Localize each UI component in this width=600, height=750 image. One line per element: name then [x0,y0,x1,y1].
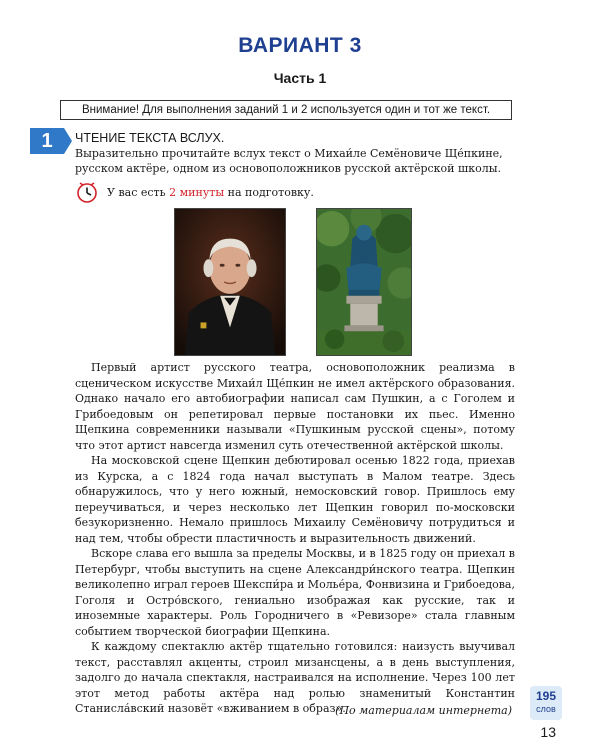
text-paragraph: К каждому спектаклю актёр тщательно готовился: наизусть выучивал текст, расставлял акценты, строил мизансцены, а в день выступления, задолго до начала спектакля, настраивался на исполнение. Через 100 лет этот метод работы актёра над ролью знаменитый Константин Станисла́вский назовёт «вживанием в образ». [75,640,515,715]
word-count-badge [530,686,562,720]
reading-text [75,360,515,717]
text-paragraph: На московской сцене Щепкин дебютировал осенью 1822 года, приехав из Курска, а с 1824 года начал выступать в Малом театре. Здесь обнаружилось, что у него южный, немосковский говор. Пришлось ему переучиваться, и через несколько лет Щепкин говорил по-московски безукоризненно. Немало пришлось Михаилу Семёновичу потрудиться и над тем, чтобы обрести пластичность и выразительность движений. [75,454,515,545]
portrait-photo [174,208,286,356]
word-count-number: 195 [535,689,557,703]
text-paragraph: Вскоре слава его вышла за пределы Москвы, и в 1825 году он приехал в Петербург, чтобы выступить на сцене Александри́нского театра. Щепкин великолепно играл героев Шекспи́ра и Молье́ра, Фонвизина и Грибоедова, Гоголя и Остро́вского, гениально изображая как русские, так и иноземные характеры. Роль Городничего в «Ревизоре» стала главным событием творческой биографии Щепкина. [75,547,515,638]
task-heading: ЧТЕНИЕ ТЕКСТА ВСЛУХ. [75,131,225,145]
prep-time-highlight: 2 минуты [169,186,225,199]
word-count-unit: слов [536,704,556,714]
page-number: 13 [540,724,556,740]
notice-box: Внимание! Для выполнения заданий 1 и 2 используется один и тот же текст. [60,100,512,120]
clock-icon [75,180,99,204]
monument-photo [316,208,412,356]
task-number-badge: 1 [30,128,64,154]
task-description: Выразительно прочитайте вслух текст о Михаи́ле Семёновиче Ще́пкине, русском актёре, одном из основоположников русской актёрской школы. [75,147,503,175]
preparation-time-text [107,186,314,199]
part-title: Часть 1 [273,70,327,86]
prep-text-before: У вас есть [107,186,170,199]
text-source: (По материалам интернета) [335,704,512,717]
text-paragraph: Первый артист русского театра, основоположник реализма в сценическом искусстве Михаи́л Ще́пкин не имел актёрского образования. Однако начало его автобиографии написал сам Пушкин, а с Гоголем и Грибоедовым он репетировал первые постановки их пьес. Именно Щепкина современники называли «Пушкиным русской сцены», потому что этот артист навсегда изменил суть отечественной актёрской школы. [75,361,515,452]
variant-title: ВАРИАНТ 3 [238,34,362,57]
prep-text-after: на подготовку. [224,186,314,199]
